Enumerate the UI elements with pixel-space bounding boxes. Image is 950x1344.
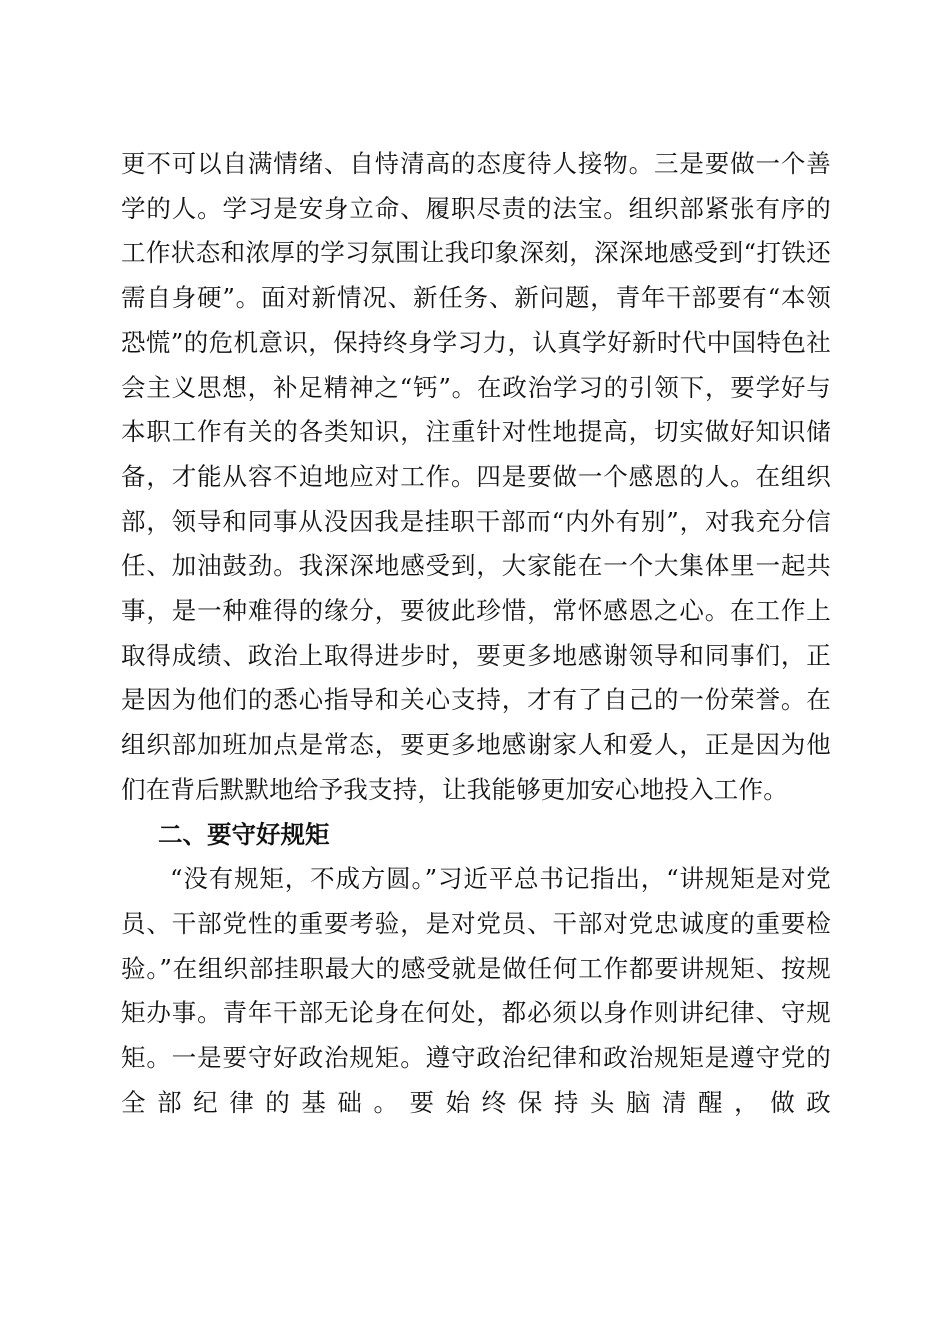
section-heading: 二、要守好规矩 xyxy=(158,819,330,849)
paragraph-continuation: 更不可以自满情绪、自恃清高的态度待人接物。三是要做一个善学的人。学习是安身立命、履职尽责的法宝。组织部紧张有序的工作状态和浓厚的学习氛围让我印象深刻，深深地感受到“打铁还需自身硬”。面对新情况、新任务、新问题，青年干部要有“本领恐慌”的危机意识，保持终身学习力，认真学好新时代中国特色社会主义思想，补足精神之“钙”。在政治学习的引领下，要学好与本职工作有关的各类知识，注重针对性地提高，切实做好知识储备，才能从容不迫地应对工作。四是要做一个感恩的人。在组织部，领导和同事从没因我是挂职干部而“内外有别”，对我充分信任、加油鼓劲。我深深地感受到，大家能在一个大集体里一起共事，是一种难得的缘分，要彼此珍惜，常怀感恩之心。在工作上取得成绩、政治上取得进步时，要更多地感谢领导和同事们，正是因为他们的悉心指导和关心支持，才有了自己的一份荣誉。在组织部加班加点是常态，要更多地感谢家人和爱人，正是因为他们在背后默默地给予我支持，让我能够更加安心地投入工作。 xyxy=(121,149,831,804)
document-body xyxy=(121,142,831,1125)
paragraph-section-two: “没有规矩，不成方圆。”习近平总书记指出，“讲规矩是对党员、干部党性的重要考验，是对党员、干部对党忠诚度的重要检验。”在组织部挂职最大的感受就是做任何工作都要讲规矩、按规矩办事。青年干部无论身在何处，都必须以身作则讲纪律、守规矩。一是要守好政治规矩。遵守政治纪律和政治规矩是遵守党的全部纪律的基础。要始终保持头脑清醒，做政 xyxy=(121,864,831,1117)
